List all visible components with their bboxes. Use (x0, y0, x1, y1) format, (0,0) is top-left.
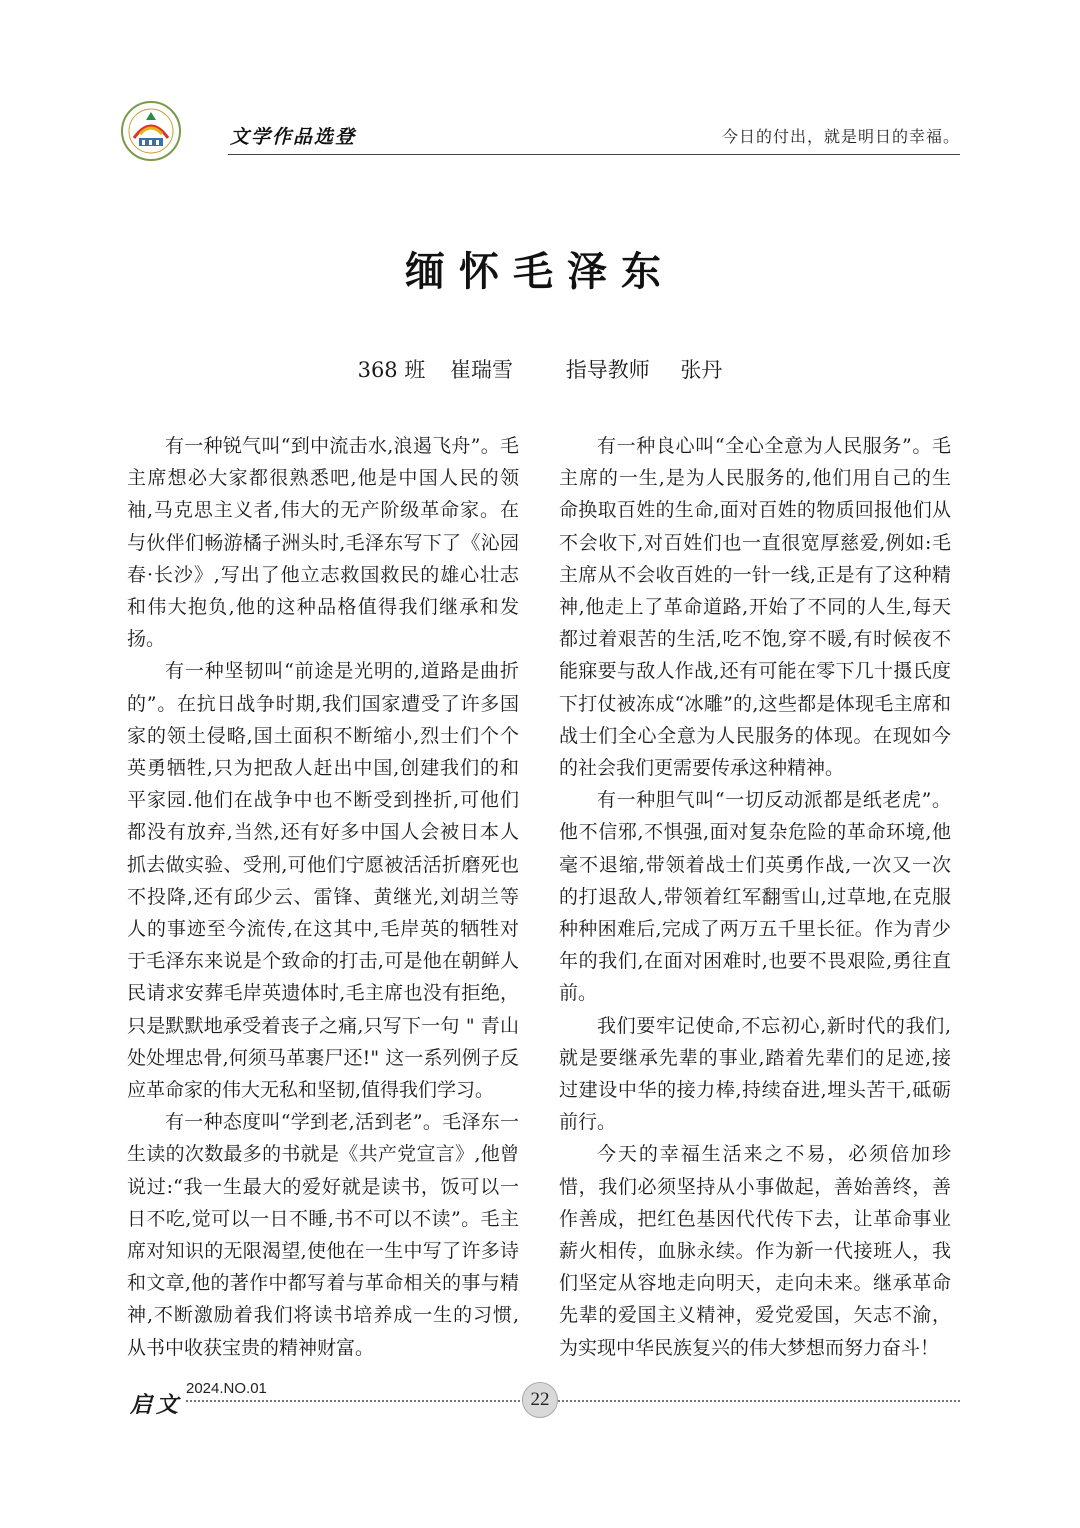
class-number: 368 班 (357, 358, 426, 382)
page-number: 22 (522, 1382, 558, 1418)
journal-mark: 启文 (130, 1393, 183, 1418)
left-column (127, 430, 519, 1364)
paragraph: 有一种良心叫“全心全意为人民服务”。毛主席的一生,是为人民服务的,他们用自己的生命换取百姓的生命,面对百姓的物质回报他们从不会收下,对百姓们也一直很宽厚慈爱,例如:毛主席从不会收百姓的一针一线,正是有了这种精神,他走上了革命道路,开始了不同的人生,每天都过着艰苦的生活,吃不饱,穿不暖,有时候夜不能寐要与敌人作战,还有可能在零下几十摄氏度下打仗被冻成“冰雕”的,这些都是体现毛主席和战士们全心全意为人民服务的体现。在现如今的社会我们更需要传承这种精神。 (559, 435, 951, 780)
footer-divider (186, 1400, 960, 1402)
header-divider (228, 154, 960, 155)
school-emblem-icon (120, 100, 182, 162)
paragraph: 有一种锐气叫“到中流击水,浪遏飞舟”。毛主席想必大家都很熟悉吧,他是中国人民的领袖,马克思主义者,伟大的无产阶级革命家。在与伙伴们畅游橘子洲头时,毛泽东写下了《沁园春·长沙》,写出了他立志救国救民的雄心壮志和伟大抱负,他的这种品格值得我们继承和发扬。 (127, 435, 519, 651)
paragraph: 我们要牢记使命,不忘初心,新时代的我们,就是要继承先辈的事业,踏着先辈们的足迹,接过建设中华的接力棒,持续奋进,埋头苦干,砥砺前行。 (559, 1014, 951, 1134)
header-motto: 今日的付出，就是明日的幸福。 (721, 127, 960, 146)
article-title: 缅怀毛泽东 (405, 249, 675, 295)
page-header (120, 100, 960, 160)
paragraph: 今天的幸福生活来之不易，必须倍加珍惜，我们必须坚持从小事做起，善始善终，善作善成，把红色基因代代传下去，让革命事业薪火相传，血脉永续。作为新一代接班人，我们坚定从容地走向明天，走向未来。继承革命先辈的爱国主义精神，爱党爱国，矢志不渝，为实现中华民族复兴的伟大梦想而努力奋斗！ (559, 1143, 951, 1359)
right-column (559, 430, 951, 1364)
author-name: 崔瑞雪 (450, 358, 514, 382)
paragraph: 有一种胆气叫“一切反动派都是纸老虎”。他不信邪,不惧强,面对复杂危险的革命环境,他毫不退缩,带领着战士们英勇作战,一次又一次的打退敌人,带领着红军翻雪山,过草地,在克服种种困难后,完成了两万五千里长征。作为青少年的我们,在面对困难时,也要不畏艰险,勇往直前。 (559, 789, 951, 1005)
teacher-name: 张丹 (680, 358, 723, 382)
paragraph: 有一种坚韧叫“前途是光明的,道路是曲折的”。在抗日战争时期,我们国家遭受了许多国家的领土侵略,国土面积不断缩小,烈士们个个英勇牺牲,只为把敌人赶出中国,创建我们的和平家园.他们在战争中也不断受到挫折,可他们都没有放弃,当然,还有好多中国人会被日本人抓去做实验、受刑,可他们宁愿被活活折磨死也不投降,还有邱少云、雷锋、黄继光,刘胡兰等人的事迹至今流传,在这其中,毛岸英的牺牲对于毛泽东来说是个致命的打击,可是他在朝鲜人民请求安葬毛岸英遗体时,毛主席也没有拒绝，只是默默地承受着丧子之痛,只写下一句 " 青山处处埋忠骨,何须马革裹尸还!" 这一系列例子反应革命家的伟大无私和坚韧,值得我们学习。 (127, 660, 519, 1102)
paragraph: 有一种态度叫“学到老,活到老”。毛泽东一生读的次数最多的书就是《共产党宣言》,他曾说过:“我一生最大的爱好就是读书，饭可以一日不吃,觉可以一日不睡,书不可以不读”。毛主席对知识的无限渴望,使他在一生中写了许多诗和文章,他的著作中都写着与革命相关的事与精神,不断激励着我们将读书培养成一生的习惯,从书中收获宝贵的精神财富。 (127, 1111, 519, 1359)
section-tag: 文学作品选登 (230, 126, 357, 148)
page-footer (130, 1380, 960, 1430)
issue-number: 2024.NO.01 (186, 1380, 267, 1397)
teacher-label: 指导教师 (565, 358, 650, 382)
byline (0, 354, 1080, 384)
